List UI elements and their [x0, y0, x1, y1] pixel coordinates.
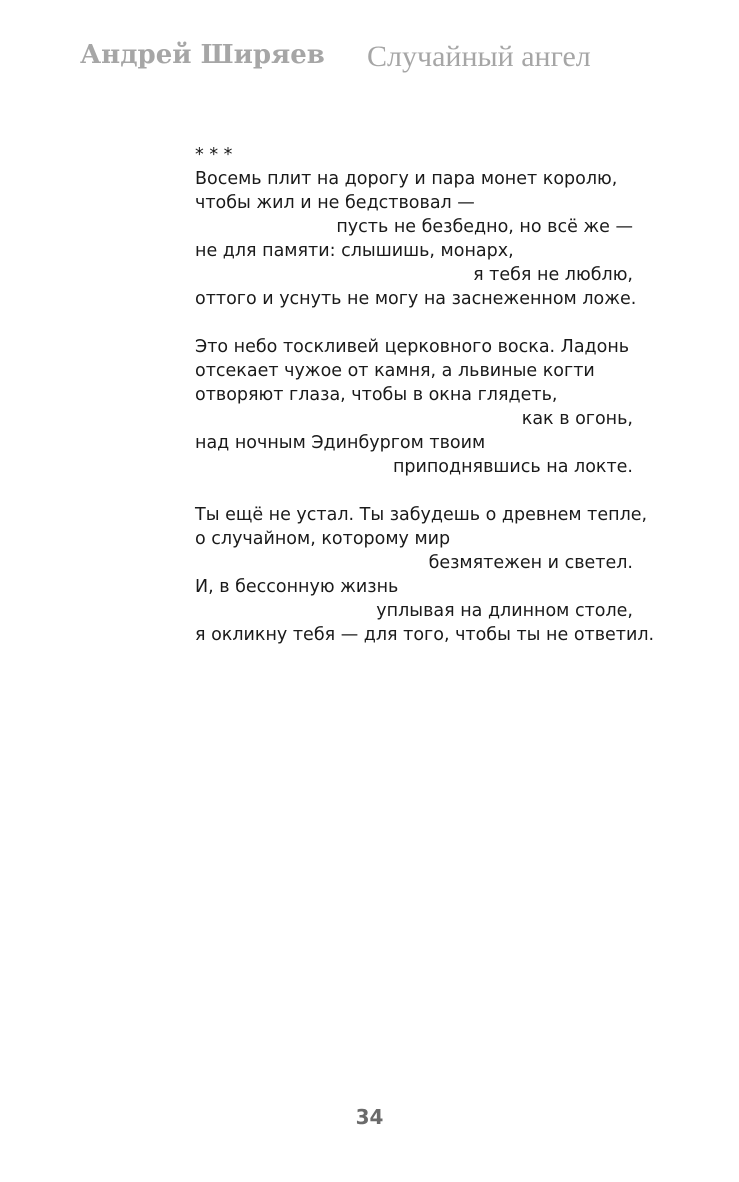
poem-line: безмятежен и светел. [428, 553, 633, 573]
poem-line: пусть не безбедно, но всё же — [336, 217, 633, 237]
poem-line: о случайном, которому мир [195, 529, 451, 549]
poem-line: отсекает чужое от камня, а львиные когти [195, 361, 595, 381]
poem-line: Это небо тоскливей церковного воска. Ладонь [195, 337, 630, 357]
poem-line: Восемь плит на дорогу и пара монет королю, [195, 169, 618, 189]
poem-line: отворяют глаза, чтобы в окна глядеть, [195, 385, 558, 405]
poem-line: над ночным Эдинбургом твоим [195, 433, 486, 453]
header-book-title: Случайный ангел [367, 40, 591, 73]
poem-line: Ты ещё не устал. Ты забудешь о древнем тепле, [195, 505, 648, 525]
stanza-2 [195, 335, 633, 479]
poem-line: И, в бессонную жизнь [195, 577, 399, 597]
poem-line: как в огонь, [521, 409, 633, 429]
poem [195, 143, 655, 647]
poem-separator: * * * [195, 145, 233, 165]
stanza-gap [195, 311, 633, 335]
running-header [0, 40, 739, 80]
poem-line: я окликну тебя — для того, чтобы ты не ответил. [195, 625, 655, 645]
poem-line: уплывая на длинном столе, [376, 601, 633, 621]
page-number: 34 [355, 1105, 384, 1129]
header-author: Андрей Ширяев [80, 40, 325, 70]
stanza-gap [195, 479, 633, 503]
stanza-3 [195, 503, 655, 647]
stanza-1 [195, 167, 637, 311]
poem-line: чтобы жил и не бедствовал — [195, 193, 475, 213]
poem-line: приподнявшись на локте. [392, 457, 633, 477]
poem-line: не для памяти: слышишь, монарх, [195, 241, 514, 261]
poem-line: оттого и уснуть не могу на заснеженном ложе. [195, 289, 637, 309]
poem-line: я тебя не люблю, [473, 265, 633, 285]
